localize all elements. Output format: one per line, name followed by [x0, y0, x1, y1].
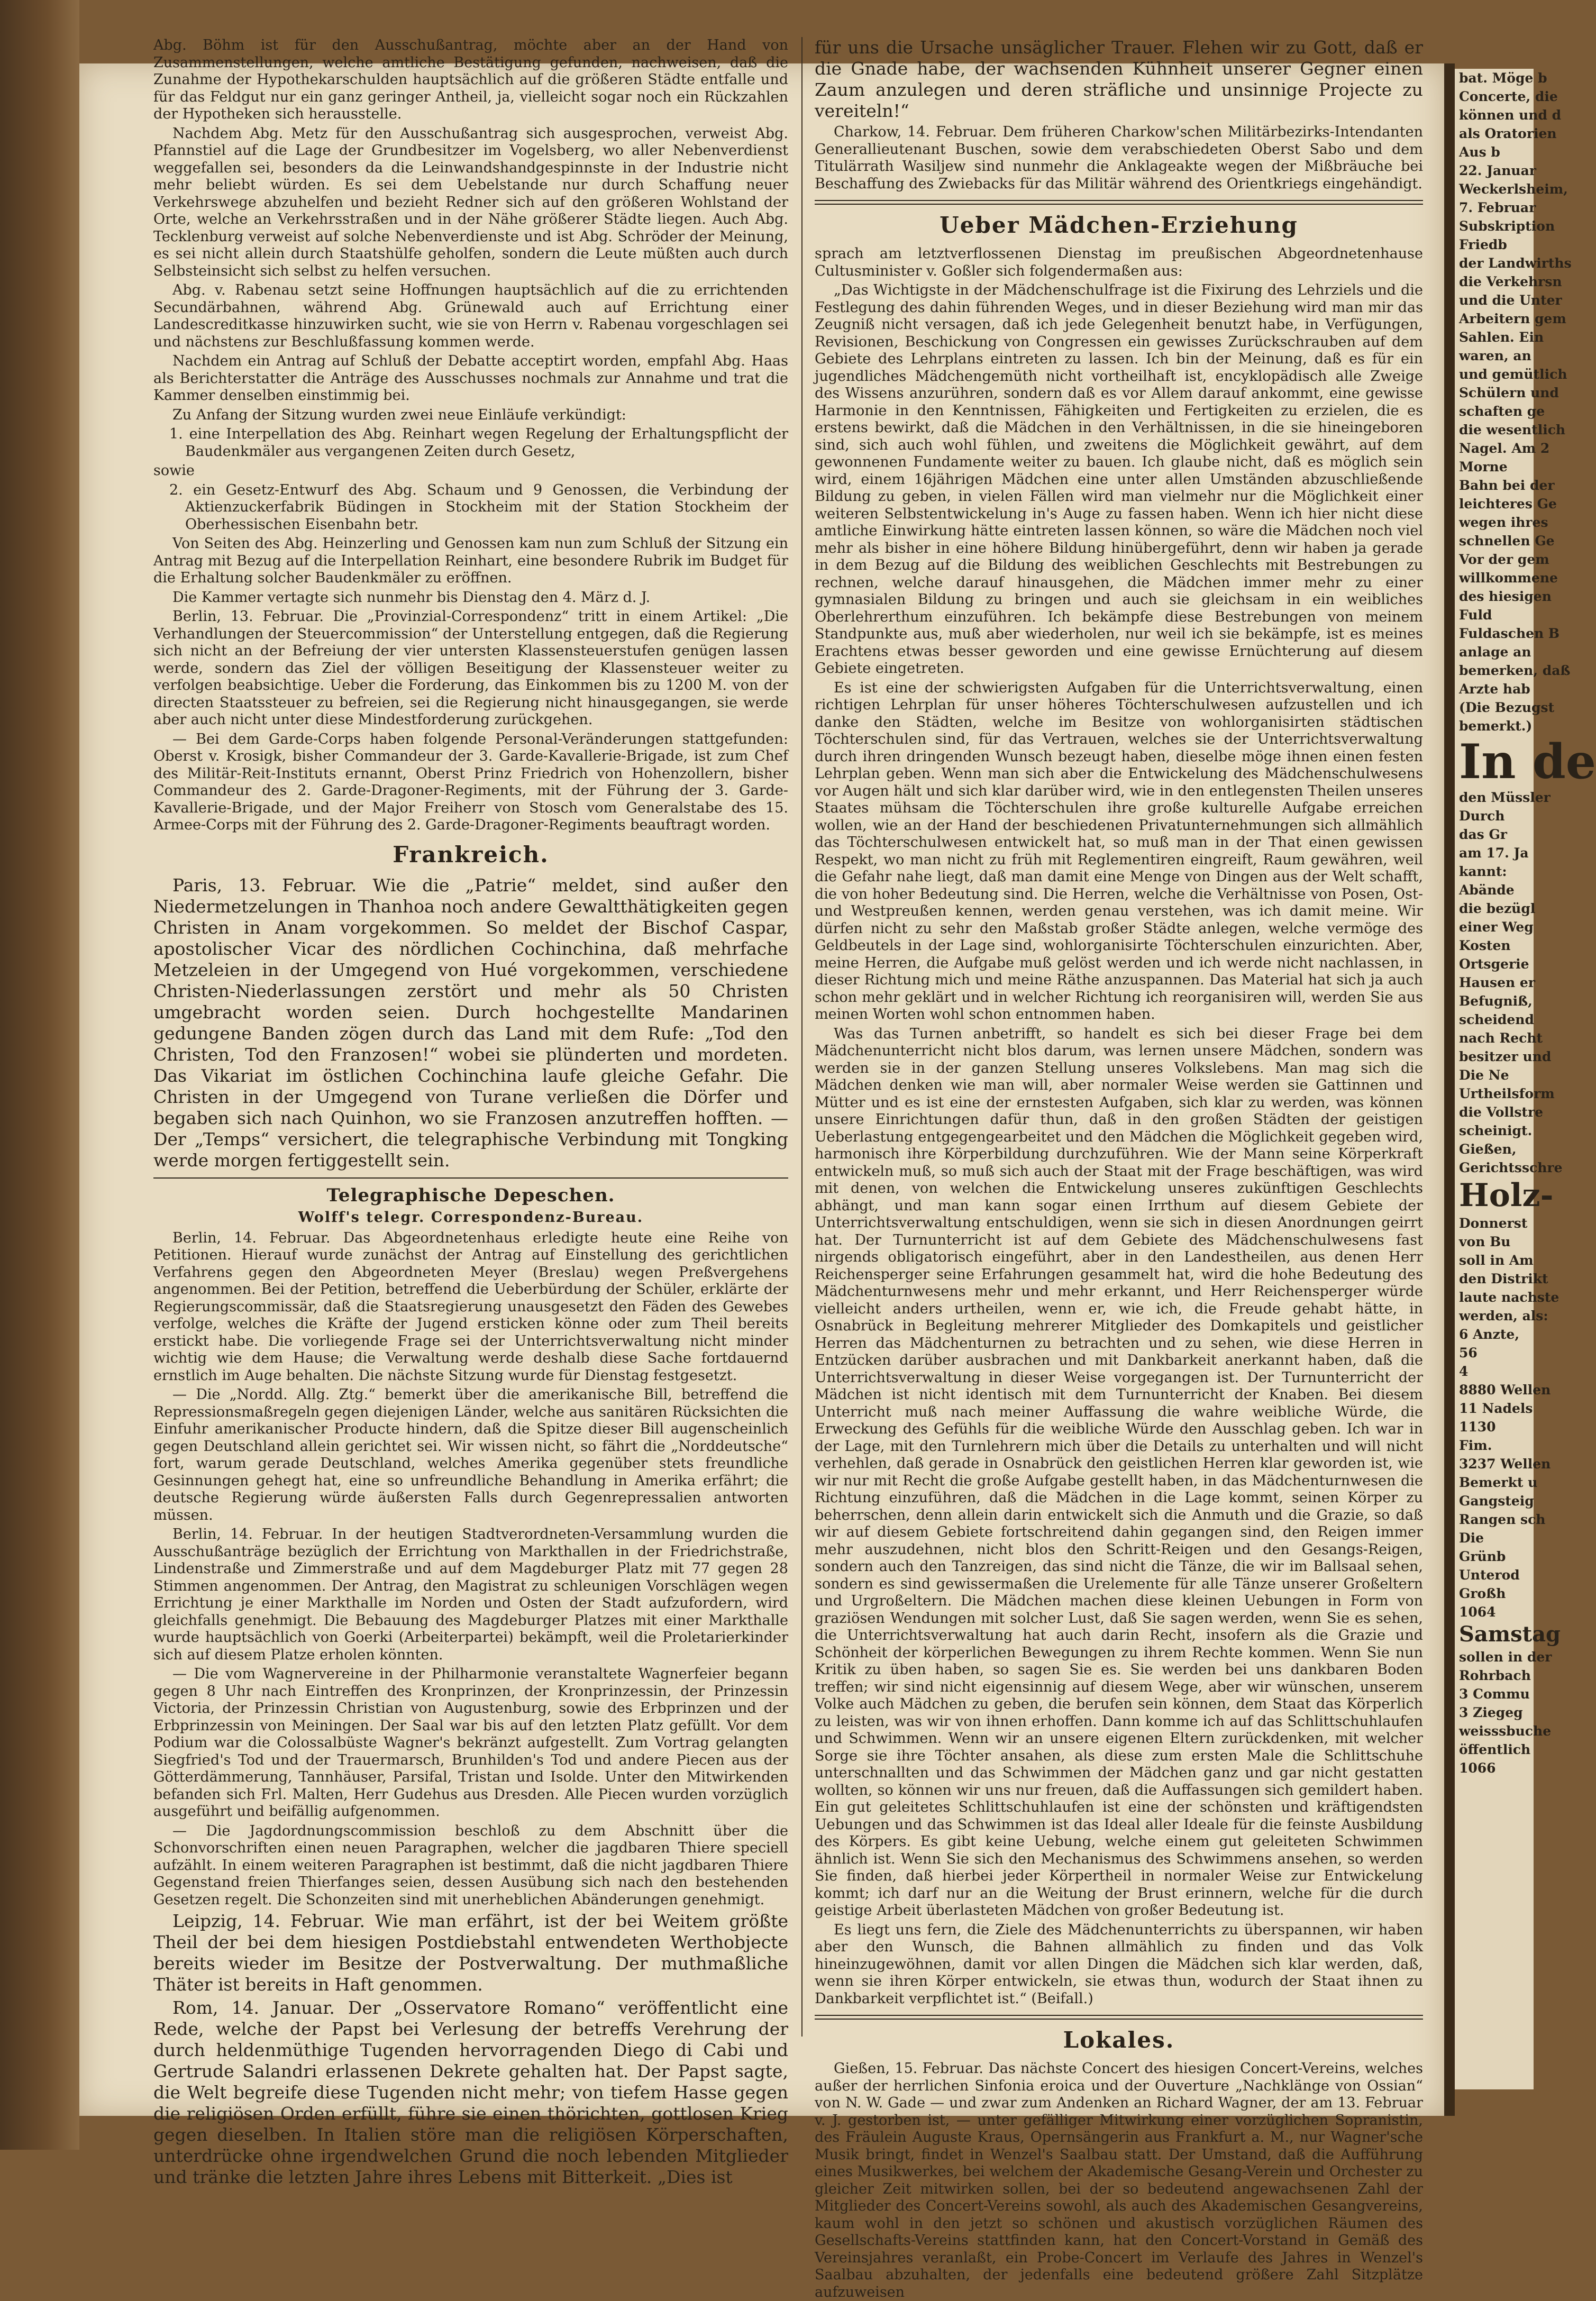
- edge-fragment: Gangsteig: [1459, 1493, 1534, 1509]
- edge-fragment: Gießen,: [1459, 1142, 1517, 1157]
- edge-fragment: die Verkehrsn: [1459, 274, 1562, 289]
- edge-fragment: bat. Möge b: [1459, 70, 1547, 86]
- edge-fragment: 6 Anzte,: [1459, 1327, 1520, 1342]
- column-rule: [801, 37, 802, 2037]
- right-column: [815, 37, 1423, 2300]
- edge-fragment: 56: [1459, 1345, 1478, 1360]
- left-column: [153, 37, 788, 2187]
- edge-fragment: Schülern und: [1459, 385, 1559, 400]
- edge-fragment: Rangen sch: [1459, 1512, 1546, 1527]
- section-heading-telegraphische: Telegraphische Depeschen.: [326, 1184, 615, 1206]
- edge-fragment: als Oratorien: [1459, 126, 1557, 141]
- edge-fragment: Subskription: [1459, 218, 1555, 234]
- telegraph-large-section: [153, 1911, 788, 2188]
- edge-fragment: des hiesigen: [1459, 589, 1552, 604]
- edge-fragment: Befugniß,: [1459, 993, 1533, 1009]
- article-berlin-abgeordnetenhaus: Berlin, 14. Februar. Das Abgeordnetenhaus erledigte heute eine Reihe von Petitionen. Hierauf wurde zunächst der Antrag auf Einstellung des gerichtlichen Verfahrens gegen den Abgeordneten Meyer (Breslau) wegen Preßvergehens angenommen. Bei der Petition, betreffend die Ueberbürdung der Schüler, erklärte der Regierungscommissär, daß die Staatsregierung unausgesetzt den Fäden des Gewebes verfolge, welches die Kräfte der Jugend ersticken könne oder zum Theil bereits erstickt habe. Die vorliegende Frage sei der Unterrichtsverwaltung nicht minder wichtig wie dem Hause; die Verwaltung werde deshalb diese Sache fortdauernd ernstlich im Auge behalten. Die nächste Sitzung wurde für Dienstag festgesetzt.: [153, 1229, 788, 1384]
- edge-fragment: sollen in der: [1459, 1649, 1552, 1665]
- section-divider: [153, 1177, 788, 1179]
- section-divider: [815, 2015, 1423, 2020]
- article-maedchen-4: Es liegt uns fern, die Ziele des Mädchenunterrichts zu überspannen, wir haben aber den Wunsch, die Bahnen allmählich zu finden und das Volk hineinzugewöhnen, damit vor allen Dingen die Mädchen sich klar werden, daß, wenn sie ihren Körper entwickeln, sie etwas thun, wodurch der Staat ihnen zu Dankbarkeit verpflichtet ist.“ (Beifall.): [815, 1921, 1423, 2007]
- edge-fragment: wegen ihres: [1459, 515, 1548, 530]
- edge-fragment: Fuldaschen B: [1459, 626, 1560, 641]
- edge-fragment: willkommene: [1459, 570, 1558, 586]
- article-maedchen-1: „Das Wichtigste in der Mädchenschulfrage ist die Fixirung des Lehrziels und die Festlegung des dahin führenden Weges, und in dieser Beziehung wird man mir das Zeugniß nicht versagen, daß ich jede Gelegenheit benutzt habe, in Verfügungen, Revisionen, Beschickung von Congressen ein gewisses Zurückschrauben auf dem Gebiete des Lehrplans eintreten zu lassen. Ich bin der Meinung, daß es für ein jugendliches Mädchengemüth nicht vortheilhaft ist, encyklopädisch alle Zweige des Wissens anzurühren, sondern daß es vor Allem darauf ankommt, eine gewisse Harmonie in den Kenntnissen, Fähigkeiten und Fertigkeiten zu erzielen, die es erstens bewirkt, daß die Mädchen in den Verhältnissen, in die sie hineingeboren sind, sich auch wohl fühlen, und zweitens die Möglichkeit gewährt, auf dem gewonnenen Fundamente weiter zu bauen. Ich glaube nicht, daß es möglich sein wird, einem 16jährigen Mädchen eine unter allen Umständen abzuschließende Bildung zu geben, in vielen Fällen wird man vielmehr nur die Möglichkeit einer weiteren Selbstentwickelung in's Auge zu fassen haben. Wenn ich hier nicht diese amtliche Einwirkung hätte eintreten lassen können, so wäre die Mädchen noch viel mehr als bisher in eine höhere Bildung hinübergeführt, denn wir haben ja gerade in dem Bezug auf die Bildung des weiblichen Geschlechts mit Bestrebungen zu rechnen, welche darauf hinausgehen, die Mädchen immer mehr zu einer gymnasialen Bildung zu bringen und auch sie gleichsam in ein weibliches Oberlehrerthum einzuführen. Ich bekämpfe diese Bestrebungen von meinem Standpunkte aus, muß aber wiederholen, nur weil ich sie bekämpfe, ist es meines Erachtens etwas besser geworden und eine gewisse Ernüchterung auf diesem Gebiete eingetreten.: [815, 282, 1423, 677]
- article-heinzerling: Von Seiten des Abg. Heinzerling und Genossen kam nun zum Schluß der Sitzung ein Antrag mit Bezug auf die Interpellation Reinhart, eine besondere Rubrik im Budget für die Erhaltung solcher Baudenkmäler zu eröffnen.: [153, 535, 788, 586]
- list-item: 1. eine Interpellation des Abg. Reinhart wegen Regelung der Erhaltungspflicht der Baudenkmäler aus vergangenen Zeiten durch Gesetz,: [169, 426, 788, 460]
- article-berlin-steuer: Berlin, 13. Februar. Die „Provinzial-Correspondenz“ tritt in einem Artikel: „Die Verhandlungen der Steuercommission“ der Unterstellung entgegen, daß die Regierung sich nicht an der Befreiung der vier untersten Klassensteuerstufen genügen lassen werde, sondern das Ziel der völligen Beseitigung der Klassensteuer weiter zu verfolgen beabsichtige. Ueber die Forderung, das Einkommen bis zu 1200 M. von der directen Staatssteuer zu befreien, sei die Regierung nicht hinausgegangen, sie werde aber auch nicht unter diese Mindestforderung zurückgehen.: [153, 608, 788, 728]
- edge-fragment: Weckerlsheim,: [1459, 181, 1568, 197]
- adjacent-page-edge: [1455, 69, 1596, 2089]
- edge-fragment: Kosten: [1459, 938, 1511, 953]
- article-maedchen-intro: sprach am letztverflossenen Dienstag im preußischen Abgeordnetenhause Cultusminister v. Goßler sich folgendermaßen aus:: [815, 245, 1423, 279]
- edge-fragment: 4: [1459, 1364, 1469, 1379]
- edge-fragment: Großh: [1459, 1586, 1506, 1601]
- edge-fragment: leichteres Ge: [1459, 496, 1557, 512]
- article-metz: Nachdem Abg. Metz für den Ausschußantrag sich ausgesprochen, verweist Abg. Pfannstiel auf die Lage der Grundbesitzer im Vogelsberg, wo aller Nebenverdienst weggefallen sei, besonders da die Leinwandshandgespinnste in der Industrie nicht mehr beliebt würden. Es sei dem Uebelstande nur durch Schaffung neuer Verkehrswege abzuhelfen und bezieht Redner sich auf den größeren Wohlstand der Orte, welche an Verkehrsstraßen und in der Nähe größerer Städte liegen. Auch Abg. Tecklenburg verweist auf solche Nebenverdienste und ist Abg. Schröder der Meinung, es sei nicht allein durch Staatshülfe geholfen, sondern die Leute müßten auch durch Selbsteinsicht sich selbst zu helfen versuchen.: [153, 125, 788, 279]
- edge-fragment: besitzer und: [1459, 1049, 1552, 1064]
- subheading-wolff: Wolff's telegr. Correspondenz-Bureau.: [298, 1209, 644, 1226]
- edge-fragment: Nagel. Am 2: [1459, 441, 1550, 456]
- edge-fragment: Vor der gem: [1459, 552, 1549, 567]
- edge-fragment: einer Weg: [1459, 919, 1534, 935]
- article-garde-corps: — Bei dem Garde-Corps haben folgende Personal-Veränderungen stattgefunden: Oberst v. Krosigk, bisher Commandeur der 3. Garde-Kavallerie-Brigade, ist zum Chef des Militär-Reit-Instituts ernannt, Oberst Prinz Friedrich von Hohenzollern, bisher Commandeur des 2. Garde-Dragoner-Regiments, mit der Führung der 3. Garde-Kavallerie-Brigade, und der Major Freiherr von Stosch vom Generalstabe des 15. Armee-Corps mit der Führung des 2. Garde-Dragoner-Regiments beauftragt worden.: [153, 731, 788, 833]
- edge-fragment: die Vollstre: [1459, 1104, 1544, 1120]
- article-rabenau: Abg. v. Rabenau setzt seine Hoffnungen hauptsächlich auf die zu errichtenden Secundärbahnen, während Abg. Grünewald auch auf Errichtung einer Landescreditkasse hinzuwirken sucht, wie sie von Herrn v. Rabenau vorgeschlagen sei und nächstens zur Beschlußfassung kommen werde.: [153, 282, 788, 350]
- list-item: 2. ein Gesetz-Entwurf des Abg. Schaum und 9 Genossen, die Verbindung der Aktienzuckerfabrik Büdingen in Stockheim mit der Station Stockheim der Oberhessischen Eisenbahn betr.: [169, 481, 788, 533]
- edge-fragment: schaften ge: [1459, 404, 1545, 419]
- edge-fragment: der Landwirths: [1459, 255, 1572, 271]
- edge-fragment: Die: [1459, 1530, 1484, 1546]
- edge-fragment: Rohrbach: [1459, 1668, 1531, 1683]
- article-leipzig: Leipzig, 14. Februar. Wie man erfährt, ist der bei Weitem größte Theil der bei dem hiesigen Postdiebstahl entwendeten Werthobjecte bereits wieder im Besitze der Postverwaltung. Der muthmaßliche Thäter ist bereits in Haft genommen.: [153, 1911, 788, 1995]
- article-paris: Paris, 13. Februar. Wie die „Patrie“ meldet, sind außer den Niedermetzelungen in Thanhoa noch andere Gewaltthätigkeiten gegen Christen in Anam vorgekommen. So meldet der Bischof Caspar, apostolischer Vicar des nördlichen Cochinchina, daß mehrfache Metzeleien in der Umgegend von Hué vorgekommen, verschiedene Christen-Niederlassungen zerstört und mehr als 50 Christen umgebracht worden seien. Durch hochgestellte Mandarinen gedungene Banden zögen durch das Land mit dem Rufe: „Tod den Christen, Tod den Franzosen!“ wobei sie plünderten und mordeten. Das Vikariat im östlichen Cochinchina laufe gleiche Gefahr. Die Christen in der Umgegend von Turane verließen die Dörfer und begaben sich nach Quinhon, wo sie Franzosen anzutreffen hofften. — Der „Temps“ versichert, die telegraphische Verbindung mit Tongking werde morgen fertiggestellt sein.: [153, 874, 788, 1171]
- edge-fragment: und gemütlich: [1459, 367, 1567, 382]
- edge-fragment: Durch: [1459, 808, 1505, 824]
- edge-fragment: anlage an: [1459, 644, 1531, 660]
- edge-fragment: und die Unter: [1459, 293, 1562, 308]
- edge-fragment: Urtheilsform: [1459, 1086, 1555, 1101]
- edge-fragment: Friedb: [1459, 237, 1507, 252]
- edge-fragment: den Distrikt: [1459, 1271, 1548, 1286]
- edge-fragment: kannt:: [1459, 864, 1507, 879]
- article-berlin-markthallen: Berlin, 14. Februar. In der heutigen Stadtverordneten-Versammlung wurden die Ausschußanträge bezüglich der Errichtung von Markthallen in der Friedrichstraße, Lindenstraße und Zimmerstraße und auf dem Magdeburger Platz mit 77 gegen 28 Stimmen angenommen. Der Antrag, den Magistrat zu schleunigen Vorschlägen wegen Errichtung je einer Markthalle im Norden und Osten der Stadt aufzufordern, wird gleichfalls genehmigt. Die Bebauung des Magdeburger Platzes mit einer Markthalle wurde hauptsächlich von Goerki (Arbeiterpartei) bekämpft, weil die Proletarierkinder sich auf diesem Platze erholen könnten.: [153, 1526, 788, 1663]
- edge-fragment: 8880 Wellen: [1459, 1382, 1551, 1398]
- edge-fragment: Hausen er: [1459, 975, 1535, 990]
- edge-fragment: schnellen Ge: [1459, 533, 1555, 549]
- edge-fragment: Concerte, die: [1459, 89, 1558, 104]
- edge-fragment: die bezügl: [1459, 901, 1536, 916]
- edge-fragment: bemerken, daß: [1459, 663, 1571, 678]
- edge-fragment: 11 Nadels: [1459, 1401, 1533, 1416]
- edge-fragment: Arzte hab: [1459, 681, 1530, 697]
- edge-fragment: den Müssler: [1459, 790, 1551, 805]
- edge-fragment: Fim.: [1459, 1438, 1492, 1453]
- article-schluss: Nachdem ein Antrag auf Schluß der Debatte acceptirt worden, empfahl Abg. Haas als Berichterstatter die Anträge des Ausschusses nochmals zur Annahme und trat die Kammer denselben einstimmig bei.: [153, 353, 788, 404]
- edge-fragment: weisssbuche: [1459, 1723, 1552, 1739]
- edge-fragment: von Bu: [1459, 1234, 1511, 1249]
- edge-fragment: waren, an: [1459, 348, 1531, 363]
- edge-fragment: soll in Am: [1459, 1253, 1534, 1268]
- edge-fragment: (Die Bezugst: [1459, 700, 1555, 715]
- edge-fragment: Arbeitern gem: [1459, 311, 1566, 326]
- article-jagdordnung: — Die Jagdordnungscommission beschloß zu dem Abschnitt über die Schonvorschriften einen neuen Paragraphen, welcher die jagdbaren Thiere speciell aufzählt. In einem weiteren Paragraphen ist bestimmt, daß die nicht jagdbaren Thiere Gegenstand freien Thierfanges seien, dessen Ausübung sich nach den bestehenden Gesetzen regelt. Die Schonzeiten sind mit unerheblichen Abänderungen genehmigt.: [153, 1822, 788, 1908]
- article-charkow: Charkow, 14. Februar. Dem früheren Charkow'schen Militärbezirks-Intendanten Generallieutenant Buschen, sowie dem verabschiedeten Oberst Sabo und dem Titulärrath Wasiljew sind nunmehr die Anklageakte wegen der Mißbräuche bei Beschaffung des Zwiebacks für das Militär während des Orientkriegs eingehändigt.: [815, 124, 1423, 192]
- edge-fragment: Bemerkt u: [1459, 1475, 1538, 1490]
- edge-fragment: werden, als:: [1459, 1308, 1548, 1323]
- edge-fragment: Ortsgerie: [1459, 956, 1529, 972]
- edge-fragment: Morne: [1459, 459, 1508, 474]
- edge-fragment: scheidend: [1459, 1012, 1534, 1027]
- section-heading-maedchen: Ueber Mädchen-Erziehung: [940, 212, 1298, 238]
- edge-heading: Samstag: [1459, 1622, 1561, 1647]
- section-divider: [815, 200, 1423, 205]
- edge-fragment: Gerichtsschre: [1459, 1160, 1563, 1175]
- article-rom: Rom, 14. Januar. Der „Osservatore Romano“ veröffentlicht eine Rede, welche der Papst bei Verlesung der betreffs Verehrung der durch heldenmüthige Tugenden hervorragenden Diego di Cabi und Gertrude Salandri erlassenen Dekrete gehalten hat. Der Papst sagte, die Welt begreife diese Tugenden nicht mehr; von tiefem Hasse gegen die religiösen Orden erfüllt, führe sie einen thörichten, gottlosen Krieg gegen dieselben. In Italien störe man die religiösen Körperschaften, unterdrücke ohne irgendwelchen Grund die noch lebenden Mitglieder und tränke die letzten Jahre ihres Lebens mit Bitterkeit. „Dies ist: [153, 1997, 788, 2187]
- edge-fragment: Donnerst: [1459, 1216, 1528, 1231]
- edge-fragment: Die Ne: [1459, 1067, 1509, 1083]
- article-vertagung: Die Kammer vertagte sich nunmehr bis Dienstag den 4. März d. J.: [172, 589, 651, 606]
- article-boehm: Abg. Böhm ist für den Ausschußantrag, möchte aber an der Hand von Zusammenstellungen, welche amtliche Bestätigung gefunden, nachweisen, daß die Zunahme der Hypothekarschulden hauptsächlich auf die größeren Städte entfalle und für das Feldgut nur ein ganz geringer Antheil, ja, vielleicht sogar noch ein Rückzahlen der Hypotheken sich herausstelle.: [153, 37, 788, 122]
- edge-fragment: scheinigt.: [1459, 1123, 1533, 1138]
- edge-fragment: bemerkt.): [1459, 718, 1533, 734]
- edge-fragment: laute nachste: [1459, 1290, 1559, 1305]
- edge-fragment: 3237 Wellen: [1459, 1456, 1551, 1472]
- section-heading-lokales: Lokales.: [1063, 2027, 1175, 2053]
- edge-fragment: Aus b: [1459, 144, 1500, 160]
- article-nordd-allg-ztg: — Die „Nordd. Allg. Ztg.“ bemerkt über die amerikanische Bill, betreffend die Repressionsmaßregeln gegen diejenigen Länder, welche aus sanitären Rücksichten die Einfuhr amerikanischer Producte hindern, daß die Spitze dieser Bill augenscheinlich gegen Deutschland allein gerichtet sei. Wir wissen nicht, so fährt die „Norddeutsche“ fort, warum gerade Deutschland, welches Amerika gegenüber stets freundliche Gesinnungen gehegt hat, eine so unfreundliche Behandlung in Amerika erfährt; die deutsche Regierung würde äußersten Falls durch Gegenrepressalien antworten müssen.: [153, 1386, 788, 1523]
- edge-fragment: nach Recht: [1459, 1030, 1543, 1046]
- edge-fragment: Grünb: [1459, 1549, 1506, 1564]
- edge-fragment: 1066: [1459, 1760, 1496, 1776]
- edge-fragment: Sahlen. Ein: [1459, 330, 1544, 345]
- edge-fragment: 3 Ziegeg: [1459, 1705, 1523, 1720]
- edge-fragment: öffentlich: [1459, 1742, 1531, 1757]
- article-wagnerfeier: — Die vom Wagnervereine in der Philharmonie veranstaltete Wagnerfeier begann gegen 8 Uhr nach Eintreffen des Kronprinzen, der Kronprinzessin, der Prinzessin Victoria, der Prinzessin Christian von Augustenburg, sowie des Erbprinzen und der Erbprinzessin von Meiningen. Der Saal war bis auf den letzten Platz gefüllt. Vor dem Podium war die Colossalbüste Wagner's bekränzt aufgestellt. Zum Vortrag gelangten Siegfried's Tod und der Trauermarsch, Brunhilden's Tod und andere Piecen aus der Götterdämmerung, Tannhäuser, Parsifal, Tristan und Isolde. Unter den Mitwirkenden befanden sich Frl. Malten, Herr Gudehus aus Dresden. Alle Piecen wurden vorzüglich ausgeführt und beifällig aufgenommen.: [153, 1666, 788, 1820]
- edge-fragment: die wesentlich: [1459, 422, 1566, 437]
- edge-fragment: am 17. Ja: [1459, 845, 1529, 861]
- edge-fragment: können und d: [1459, 107, 1562, 123]
- edge-fragment: 1064: [1459, 1604, 1496, 1620]
- list-conjunction: sowie: [153, 462, 195, 479]
- einlaeufe-list: [153, 426, 788, 533]
- frankreich-section: [153, 875, 788, 1171]
- article-maedchen-2: Es ist eine der schwierigsten Aufgaben für die Unterrichtsverwaltung, einen richtigen Lehrplan für unser höheres Töchterschulwesen aufzustellen und ich danke den Städten, welche im Besitze von wohlorganisirten städtischen Töchterschulen sind, für das Vertrauen, welches sie der Unterrichtsverwaltung durch ihren dringenden Wunsch bezeugt haben, dieselbe möge ihnen einen festen Lehrplan geben. Wenn man sich aber die Entwickelung des Mädchenschulwesens vor Augen hält und sich klar darüber wird, wie in den entlegensten Theilen unseres Staates mühsam die Töchterschulen ihre große kulturelle Aufgabe erreichen wollen, wie an der Hand der beschiedenen Privatunternehmungen sich allmählich das Töchterschulwesen entwickelt hat, so muß man in der That einen gewissen Respekt, wo man nicht zu früh mit Reglementiren eingreift, Raum gewähren, weil die Gefahr nahe liegt, daß man damit eine Menge von Dingen aus der Welt schafft, die von hoher Bedeutung sind. Die Herren, welche die Verhältnisse von Posen, Ost- und Westpreußen kennen, werden genau verstehen, was ich damit meine. Wir dürfen nicht zu sehr den Maßstab großer Städte anlegen, welche vermöge des Geldbeutels in der Lage sind, wohlorganisirte Töchterschulen einzurichten. Aber, meine Herren, die Aufgabe muß gelöst werden und ich werde nicht nachlassen, in dieser Richtung mich und meine Räthe anzuspannen. Das Material hat sich ja auch schon mehr geklärt und in welcher Richtung ich reorganisiren will, werden Sie aus meinen Worten wohl schon entnommen haben.: [815, 679, 1423, 1022]
- section-heading-frankreich: Frankreich.: [393, 841, 549, 868]
- edge-heading: Holz-: [1459, 1177, 1554, 1214]
- article-maedchen-3: Was das Turnen anbetrifft, so handelt es sich bei dieser Frage bei dem Mädchenunterricht nicht blos darum, was lernen unsere Mädchen, sondern was werden sie in der ganzen Stellung unseres Volkslebens. Man mag sich die Mädchen denken wie man will, aber normaler Weise werden sie Gattinnen und Mütter und es ist eine der ernstesten Aufgaben, sich klar zu werden, was können unsere Einrichtungen dafür thun, daß in den großen Städten der geistigen Ueberlastung entgegengearbeitet und den Mädchen die Möglichkeit gegeben wird, harmonisch ihre Körperbildung durchzuführen. Wie der Mann seine Körperkraft entwickeln muß, so muß sich auch der Staat mit der Frage beschäftigen, was wird mit denen, von welchen die Entwickelung unseres zukünftigen Geschlechts abhängt, und man kann sogar einen Irrthum auf diesem Gebiete der Unterrichtsverwaltung entschuldigen, wenn sie sich in diesen Anordnungen geirrt hat. Der Turnunterricht ist auf dem Gebiete des Mädchenschulwesens fast nirgends obligatorisch eingeführt, aber in den Landestheilen, aus denen Herr Reichensperger seine Erfahrungen gesammelt hat, wird die hohe Bedeutung des Mädchenturnwesens mehr und mehr erkannt, und Herr Reichensperger würde vielleicht anders urtheilen, wenn er, wie ich, die Freude gehabt hätte, in Osnabrück in Begleitung mehrerer Mitglieder des Domkapitels und geistlicher Herren das Mädchenturnen zu betrachten und zu sehen, wie diese Herren in Entzücken darüber ausbrachen und mit Dankbarkeit anerkannt haben, daß die Unterrichtsverwaltung in dieser Weise vorgegangen ist. Der Turnunterricht der Mädchen ist nicht identisch mit dem Turnunterricht der Knaben. Bei diesem Unterricht muß nach meiner Auffassung die wahre weibliche Würde, die Erweckung des Gefühls für die weibliche Würde den Ausschlag geben. Ich war in der Lage, mit den Turnlehrern mich über die Details zu unterhalten und will nicht verhehlen, daß gerade in Osnabrück den geistlichen Herren klar geworden ist, wie wir nur mit Recht die große Aufgabe gestellt haben, in das Mädchenturnwesen die Richtung einzuführen, daß die Mädchen in die Lage kommt, seinen Körper zu beherrschen, denn allein darin entwickelt sich die Anmuth und die Grazie, so daß wir auf diesem Gebiete fortschreitend dahin gegangen sind, den Reigen immer mehr auszudehnen, nicht blos den Schritt-Reigen und den Gesangs-Reigen, sondern auch den Tanzreigen, das sind nicht die Tänze, die wir im Ballsaal sehen, sondern es sind gewissermaßen die Urelemente für alle Tänze unserer Großeltern und Urgroßeltern. Die Mädchen machen diese kleinen Uebungen in Form von graziösen Wendungen mit solcher Lust, daß Sie sagen werden, wenn Sie es sehen, die Unterrichtsverwaltung hat auch darin Recht, insofern als die Grazie und Schönheit der körperlichen Bewegungen zu ihrem Rechte kommen. Wenn Sie nun Kritik zu üben haben, so sagen Sie es. Sie werden bei uns dankbaren Boden treffen; wir sind nicht eigensinnig auf diesem Wege, aber wir wünschen, unserem Volke auch Mädchen zu geben, die berufen sein können, dem Staat das Körperlich zu leisten, was wir von ihnen erhoffen. Dann komme ich auf das Schlittschuhlaufen und Schwimmen. Wenn wir an unsere eigenen Eltern zurückdenken, mit welcher Sorge sie ihre Töchter ansahen, als diese zum ersten Male die Schlittschuhe unterschnallten und das Schwimmen der Mädchen ganz und gar nicht gestatten wollten, so können wir uns nur freuen, daß die Auffassungen sich gemildert haben. Ein gut geleitetes Schlittschuhlaufen ist eine der schönsten und kräftigendsten Uebungen und das Schwimmen ist das Ideal aller Ideale für die feinste Ausbildung des Körpers. Es gibt keine Uebung, welche einem gut geleiteten Schwimmen ähnlich ist. Wenn Sie sich den Mechanismus des Schwimmens ansehen, so werden Sie finden, daß hierbei jeder Körpertheil in normaler Weise zur Entwickelung kommt; ich darf nur an die Weitung der Brust erinnern, welche für die durch geistige Arbeit überlasteten Mädchen von großer Bedeutung ist.: [815, 1025, 1423, 1919]
- article-einlaeufe: Zu Anfang der Sitzung wurden zwei neue Einläufe verkündigt:: [172, 406, 626, 423]
- edge-fragment: 1130: [1459, 1419, 1496, 1435]
- edge-fragment: das Gr: [1459, 827, 1507, 842]
- edge-fragment: Unterod: [1459, 1567, 1520, 1583]
- edge-fragment: 3 Commu: [1459, 1686, 1530, 1702]
- edge-fragment: 7. Februar: [1459, 200, 1536, 215]
- edge-fragment: 22. Januar: [1459, 163, 1536, 178]
- article-giessen-concert: Gießen, 15. Februar. Das nächste Concert des hiesigen Concert-Vereins, welches außer der herrlichen Sinfonia eroica und der Ouverture „Nachklänge von Ossian“ von N. W. Gade — und zwar zum Andenken an Richard Wagner, der am 13. Februar v. J. gestorben ist, — unter gefälliger Mitwirkung einer vorzüglichen Sopranistin, des Fräulein Auguste Kraus, Opernsängerin aus Frankfurt a. M., nur Wagner'sche Musik bringt, findet in Wenzel's Saalbau statt. Der Umstand, daß die Aufführung eines Musikwerkes, bei welchem der Akademische Gesang-Verein und Orchester zu gleicher Zeit mitwirken sollen, bei der so bedeutend angewachsenen Zahl der Mitglieder des Concert-Vereins sowohl, als auch des Akademischen Gesangvereins, kaum wohl in den jetzt so schönen und akustisch vorzüglichen Räumen des Gesellschafts-Vereins stattfinden kann, hat den Concert-Vorstand in Gemäß des Vereinsjahres veranlaßt, ein Probe-Concert im Verlaufe des Jahres in Wenzel's Saalbau abzuhalten, der jedenfalls eine bedeutend größere Zahl Sitzplätze aufzuweisen: [815, 2060, 1423, 2300]
- book-binding: [0, 0, 79, 2150]
- edge-fragment: Bahn bei der: [1459, 478, 1555, 493]
- article-rom-cont: für uns die Ursache unsäglicher Trauer. Flehen wir zu Gott, daß er die Gnade habe, der wachsenden Kühnheit unserer Gegner einen Zaum anzulegen und deren sträfliche und unsinnige Projecte zu vereiteln!“: [815, 37, 1423, 121]
- edge-heading: In de: [1459, 734, 1596, 790]
- edge-fragment: Fuld: [1459, 607, 1492, 623]
- rom-continuation: [815, 37, 1423, 122]
- edge-fragment: Abände: [1459, 882, 1515, 898]
- page-gutter: [1444, 63, 1455, 2116]
